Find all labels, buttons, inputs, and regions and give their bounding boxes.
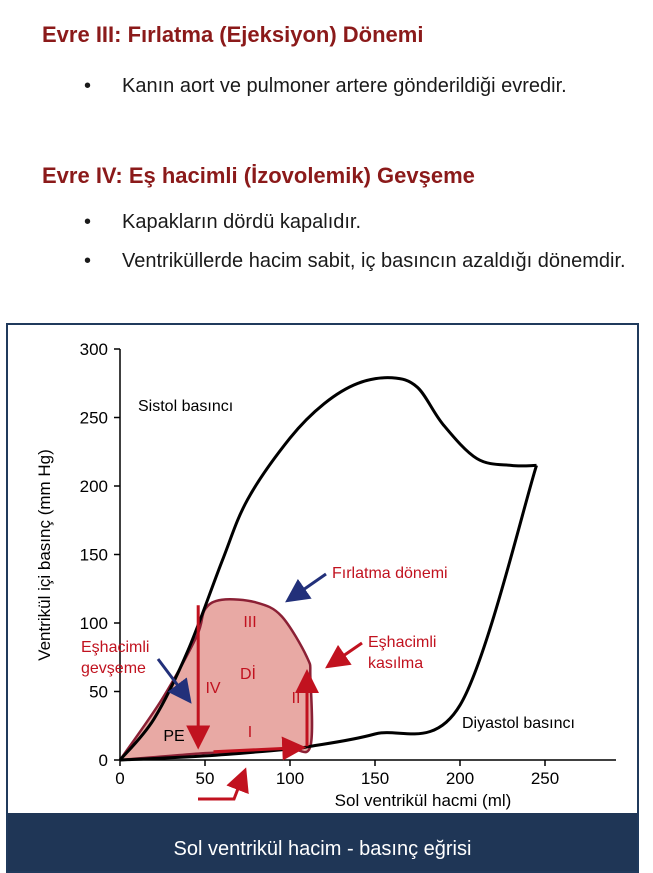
label-pe: PE — [163, 728, 185, 745]
label-ejection-period: Fırlatma dönemi — [332, 565, 448, 582]
x-tick-label: 50 — [195, 769, 215, 788]
label-systolic-pressure: Sistol basıncı — [138, 398, 234, 415]
label-isovolumic-relaxation-line2: gevşeme — [81, 660, 146, 677]
y-tick-label: 250 — [79, 408, 108, 428]
section-heading-evre-iii: Evre III: Fırlatma (Ejeksiyon) Dönemi — [42, 22, 424, 47]
bullet-text: Kanın aort ve pulmoner artere gönderildiği evredir. — [122, 75, 567, 97]
y-tick-label: 0 — [98, 751, 108, 770]
bullet-item — [84, 247, 644, 303]
bullet-item — [84, 208, 644, 236]
pv-loop-figure — [6, 323, 639, 873]
x-tick-label: 150 — [360, 769, 390, 788]
x-tick-label: 100 — [275, 769, 305, 788]
label-isovolumic-contraction-line2: kasılma — [368, 655, 424, 672]
y-tick-label: 300 — [79, 340, 108, 359]
y-tick-label: 150 — [79, 545, 108, 565]
label-phase-ii: II — [291, 690, 301, 707]
pressure-volume-chart — [8, 325, 637, 815]
y-tick-label: 200 — [79, 477, 108, 496]
label-diastolic-pressure: Diyastol basıncı — [462, 715, 575, 732]
y-tick-label: 50 — [89, 682, 108, 702]
section-heading-evre-iv: Evre IV: Eş hacimli (İzovolemik) Gevşeme — [42, 163, 475, 188]
y-tick-label: 100 — [79, 614, 108, 633]
label-phase-iii: III — [243, 614, 257, 631]
bullet-dot: • — [84, 211, 92, 233]
arrow-isovolumic-contraction — [330, 643, 362, 665]
bullet-item — [84, 72, 644, 128]
label-isovolumic-contraction-line1: Eşhacimli — [368, 634, 437, 651]
bullet-dot: • — [84, 75, 92, 97]
x-axis-title: Sol ventrikül hacmi (ml) — [334, 791, 512, 810]
arrow-ejection — [290, 574, 326, 599]
label-di: Dİ — [240, 666, 256, 683]
bullet-text: Ventriküllerde hacim sabit, iç basıncın azaldığı dönemdir. — [122, 250, 626, 272]
bullet-dot: • — [84, 250, 92, 272]
x-tick-label: 0 — [115, 769, 125, 788]
figure-caption: Sol ventrikül hacim - basınç eğrisi — [173, 838, 472, 860]
label-phase-i: I — [247, 724, 253, 741]
label-isovolumic-relaxation-line1: Eşhacimli — [81, 639, 150, 656]
y-axis-title: Ventrikül içi basınç (mm Hg) — [35, 449, 54, 661]
label-phase-iv: IV — [205, 680, 221, 697]
bullet-text: Kapakların dördü kapalıdır. — [122, 211, 362, 233]
x-tick-label: 250 — [530, 769, 560, 788]
x-tick-label: 200 — [445, 769, 475, 788]
caption-bar — [8, 813, 637, 871]
